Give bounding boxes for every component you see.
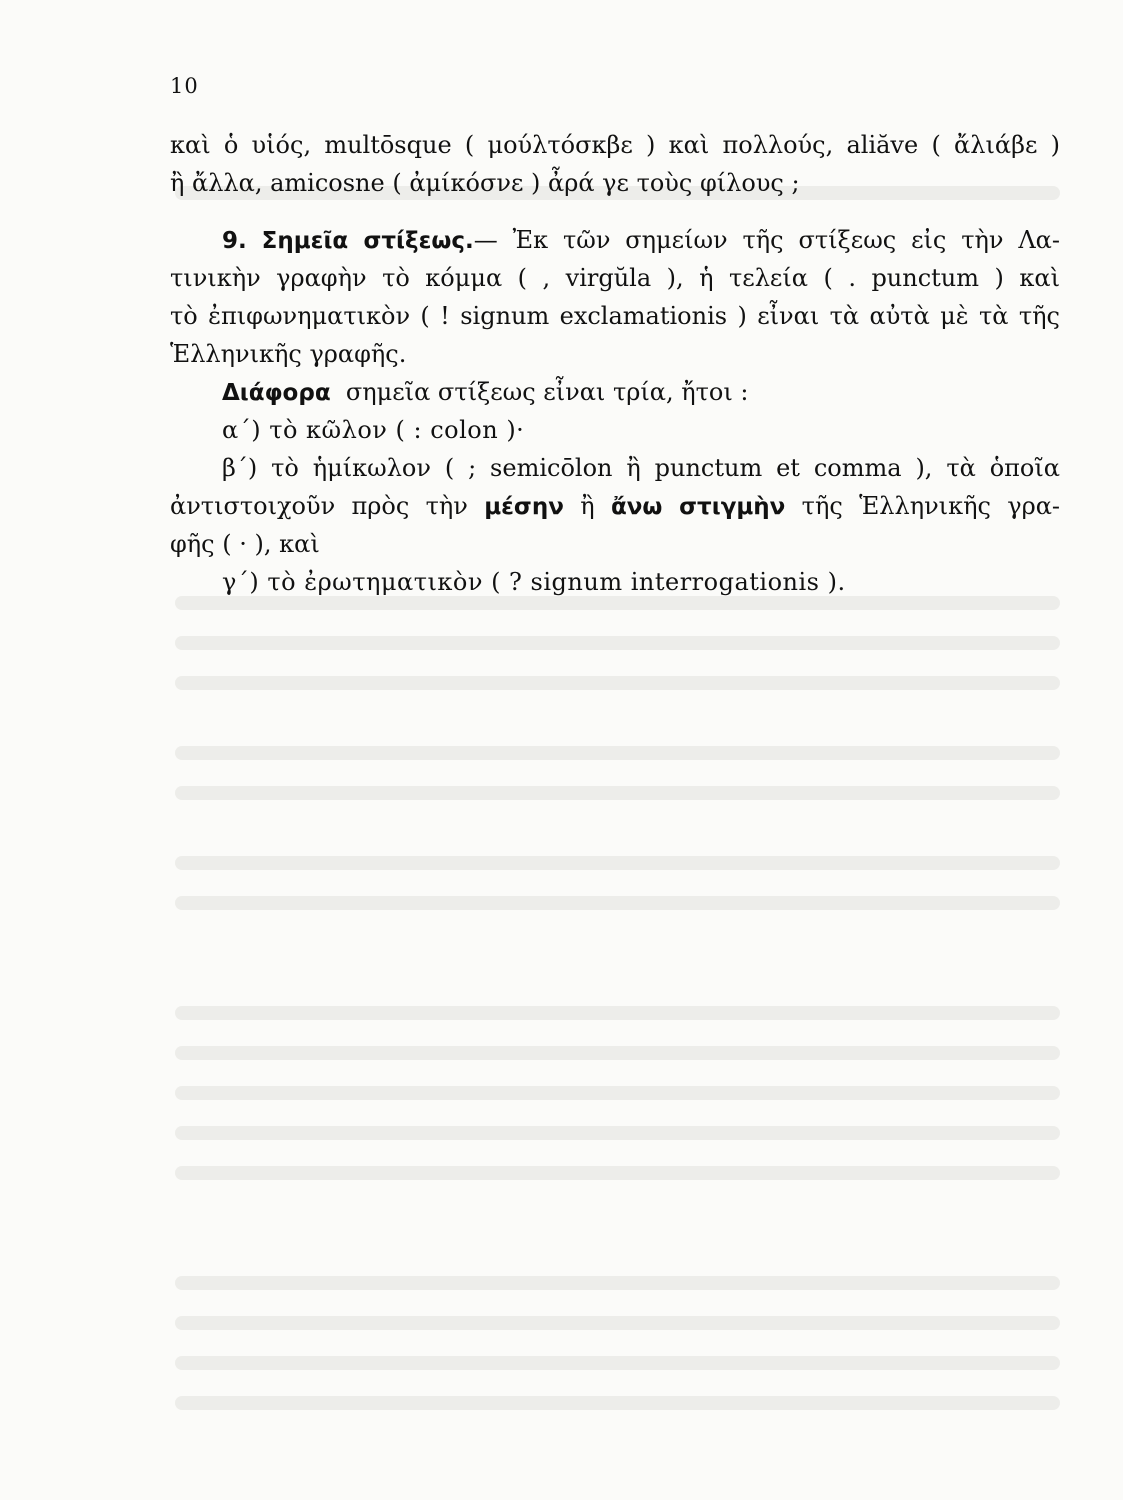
paragraph-line: καὶ ὁ υἱός, multōsque ( μούλτόσκβε ) καὶ πολλούς, aliăve ( ἄλιάβε ) — [170, 131, 1060, 159]
bold-term-ano-stigmi: ἄνω στιγμὴν — [610, 494, 786, 520]
body-text — [170, 126, 1060, 601]
show-through-line — [175, 786, 1060, 800]
section-title: Σημεῖα στίξεως. — [261, 228, 474, 254]
show-through-line — [175, 1006, 1060, 1020]
show-through-line — [175, 1166, 1060, 1180]
diafora-line — [170, 373, 1060, 411]
section-number: 9. — [222, 228, 247, 254]
text-segment: ἀντιστοιχοῦν πρὸς τὴν — [170, 492, 468, 520]
show-through-line — [175, 1086, 1060, 1100]
paragraph-gap — [170, 202, 1060, 221]
section-text: — Ἐκ τῶν σημείων τῆς στίξεως εἰς τὴν Λα- — [473, 226, 1060, 254]
list-item-b-end: φῆς ( · ), καὶ — [170, 530, 320, 558]
show-through-line — [175, 636, 1060, 650]
show-through-line — [175, 1356, 1060, 1370]
text-segment: τῆς Ἑλληνικῆς γρα- — [801, 492, 1060, 520]
paragraph-line: Ἑλληνικῆς γραφῆς. — [170, 340, 407, 368]
paragraph-line: τὸ ἐπιφωνηματικὸν ( ! signum exclamationis ) εἶναι τὰ αὐτὰ μὲ τὰ τῆς — [170, 302, 1060, 330]
show-through-line — [175, 856, 1060, 870]
show-through-line — [175, 746, 1060, 760]
show-through-line — [175, 1126, 1060, 1140]
page-number: 10 — [170, 74, 199, 98]
paragraph-line: τινικὴν γραφὴν τὸ κόμμα ( , virgŭla ), ἡ τελεία ( . punctum ) καὶ — [170, 264, 1060, 292]
show-through-line — [175, 1396, 1060, 1410]
show-through-line — [175, 1276, 1060, 1290]
list-item-b-continuation — [170, 487, 1060, 525]
bold-term-meson: μέσην — [484, 494, 564, 520]
diafora-word: Διάφορα — [222, 380, 331, 406]
show-through-line — [175, 1046, 1060, 1060]
list-item-b: β΄) τὸ ἡμίκωλον ( ; semicōlon ἢ punctum et comma ), τὰ ὁποῖα — [222, 454, 1060, 482]
show-through-line — [175, 676, 1060, 690]
diafora-text: σημεῖα στίξεως εἶναι τρία, ἤτοι : — [345, 378, 749, 406]
show-through-line — [175, 1316, 1060, 1330]
text-segment: ἢ — [580, 492, 595, 520]
section-heading-line — [170, 221, 1060, 259]
paragraph-line: ἢ ἄλλα, amicosne ( ἀμίκόσνε ) ἆρά γε τοὺς φίλους ; — [170, 169, 800, 197]
show-through-line — [175, 896, 1060, 910]
list-item-a: α΄) τὸ κῶλον ( : colon )· — [222, 416, 525, 444]
list-item-c: γ΄) τὸ ἐρωτηματικὸν ( ? signum interrogationis ). — [222, 568, 846, 596]
